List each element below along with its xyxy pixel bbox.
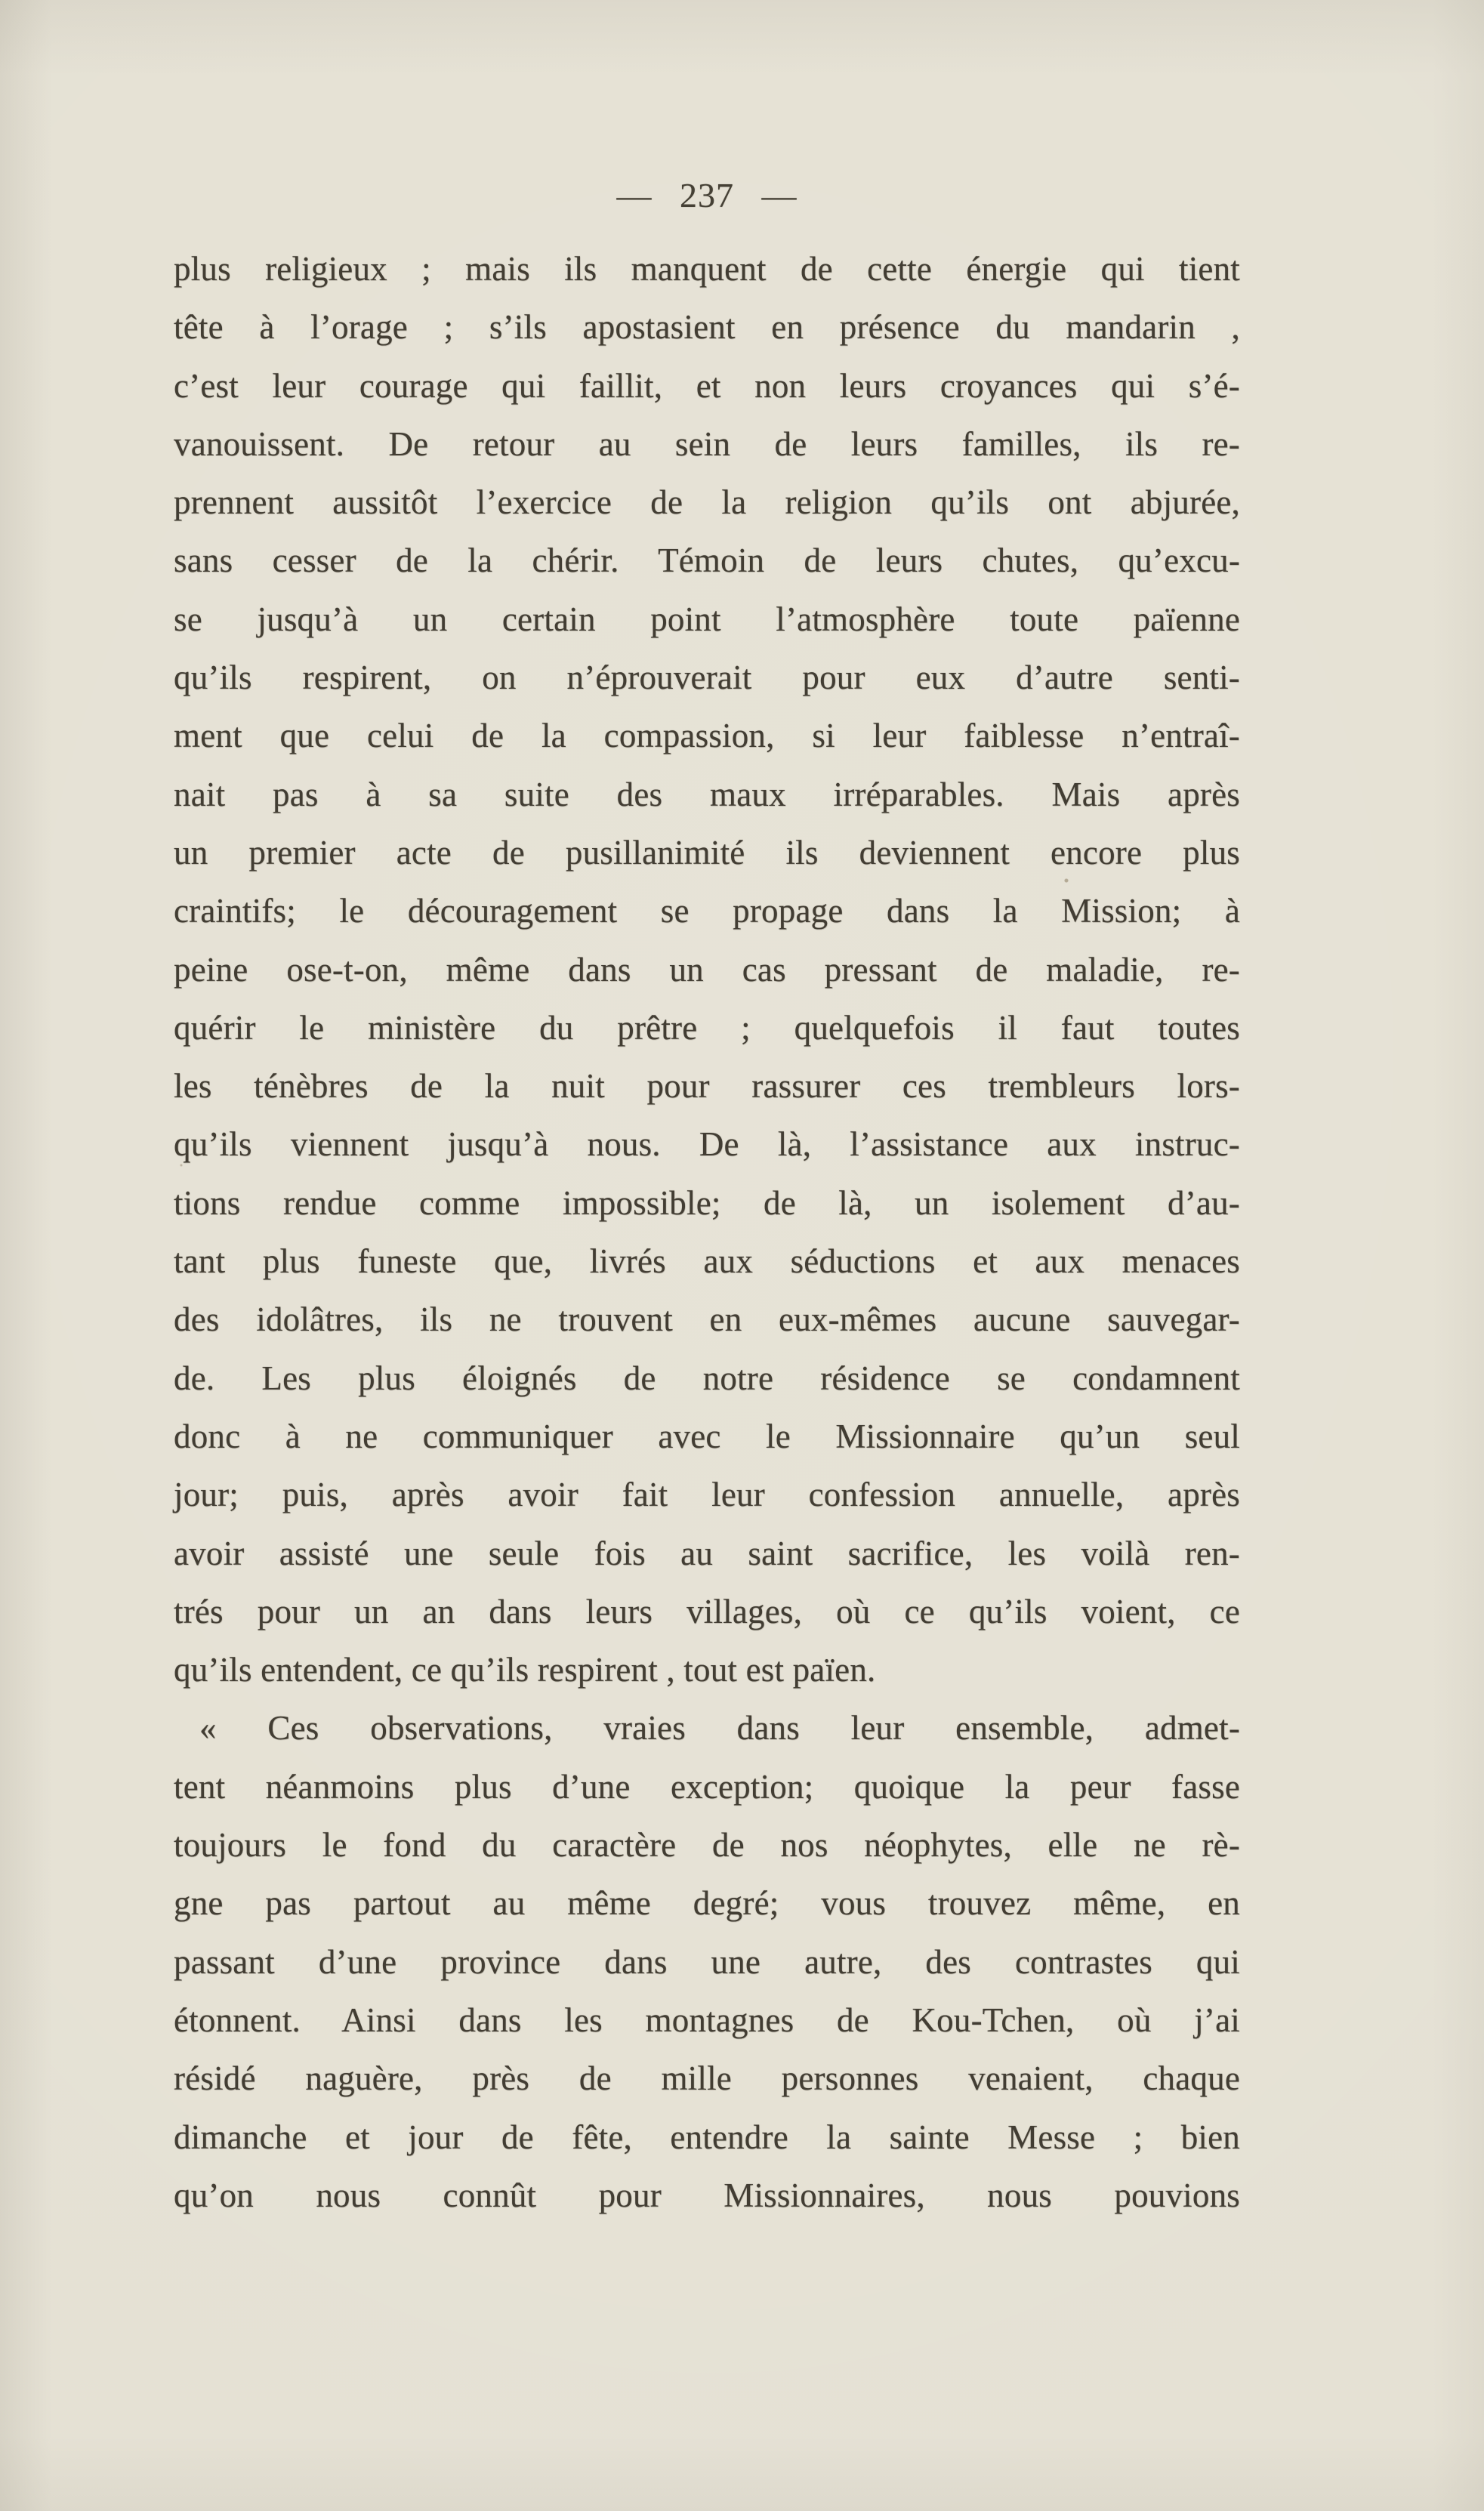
text-line: qu’ils viennent jusqu’à nous. De là, l’assistance aux instruc- (174, 1125, 1240, 1164)
text-line: qu’ils respirent, on n’éprouverait pour eux d’autre senti- (174, 659, 1240, 697)
page-number: — 237 — (616, 176, 798, 214)
text-line: tête à l’orage ; s’ils apostasient en présence du mandarin , (174, 308, 1240, 347)
text-line: tions rendue comme impossible; de là, un isolement d’au- (174, 1183, 1240, 1222)
text-line: étonnent. Ainsi dans les montagnes de Kou-Tchen, où j’ai (174, 2000, 1240, 2039)
text-line: se jusqu’à un certain point l’atmosphère toute païenne (174, 600, 1240, 638)
text-line: craintifs; le découragement se propage dans la Mission; à (174, 892, 1240, 930)
text-line: tent néanmoins plus d’une exception; quoique la peur fasse (174, 1767, 1240, 1806)
text-line: qu’on nous connût pour Missionnaires, nous pouvions (174, 2176, 1240, 2214)
text-line: plus religieux ; mais ils manquent de cette énergie qui tient (174, 250, 1240, 288)
text-line: passant d’une province dans une autre, des contrastes qui (174, 1942, 1240, 1981)
text-line: des idolâtres, ils ne trouvent en eux-mêmes aucune sauvegar- (174, 1300, 1240, 1339)
text-line: ment que celui de la compassion, si leur faiblesse n’entraî- (174, 717, 1240, 755)
text-line: les ténèbres de la nuit pour rassurer ces trembleurs lors- (174, 1067, 1240, 1106)
text-line: qu’ils entendent, ce qu’ils respirent , tout est païen. (174, 1651, 876, 1689)
text-line: prennent aussitôt l’exercice de la religion qu’ils ont abjurée, (174, 483, 1240, 522)
text-line: peine ose-t-on, même dans un cas pressant de maladie, re- (174, 950, 1240, 989)
text-line: sans cesser de la chérir. Témoin de leurs chutes, qu’excu- (174, 541, 1240, 580)
text-line: toujours le fond du caractère de nos néophytes, elle ne rè- (174, 1826, 1240, 1865)
text-line: tant plus funeste que, livrés aux séductions et aux menaces (174, 1242, 1240, 1281)
text-line: de. Les plus éloignés de notre résidence se condamnent (174, 1359, 1240, 1397)
text-line: donc à ne communiquer avec le Missionnaire qu’un seul (174, 1417, 1240, 1455)
text-line: avoir assisté une seule fois au saint sacrifice, les voilà ren- (174, 1534, 1240, 1572)
text-line: jour; puis, après avoir fait leur confession annuelle, après (174, 1476, 1240, 1514)
body-text (174, 240, 1240, 2225)
text-line: vanouissent. De retour au sein de leurs familles, ils re- (174, 424, 1240, 463)
text-line: nait pas à sa suite des maux irréparables. Mais après (174, 775, 1240, 813)
text-line: « Ces observations, vraies dans leur ensemble, admet- (199, 1709, 1240, 1748)
text-line: c’est leur courage qui faillit, et non leurs croyances qui s’é- (174, 366, 1240, 405)
text-line: trés pour un an dans leurs villages, où ce qu’ils voient, ce (174, 1592, 1240, 1630)
text-line: dimanche et jour de fête, entendre la sainte Messe ; bien (174, 2118, 1240, 2156)
text-line: gne pas partout au même degré; vous trouvez même, en (174, 1884, 1240, 1923)
text-line: un premier acte de pusillanimité ils deviennent encore plus (174, 833, 1240, 871)
text-line: quérir le ministère du prêtre ; quelquefois il faut toutes (174, 1008, 1240, 1047)
text-line: résidé naguère, près de mille personnes venaient, chaque (174, 2059, 1240, 2098)
